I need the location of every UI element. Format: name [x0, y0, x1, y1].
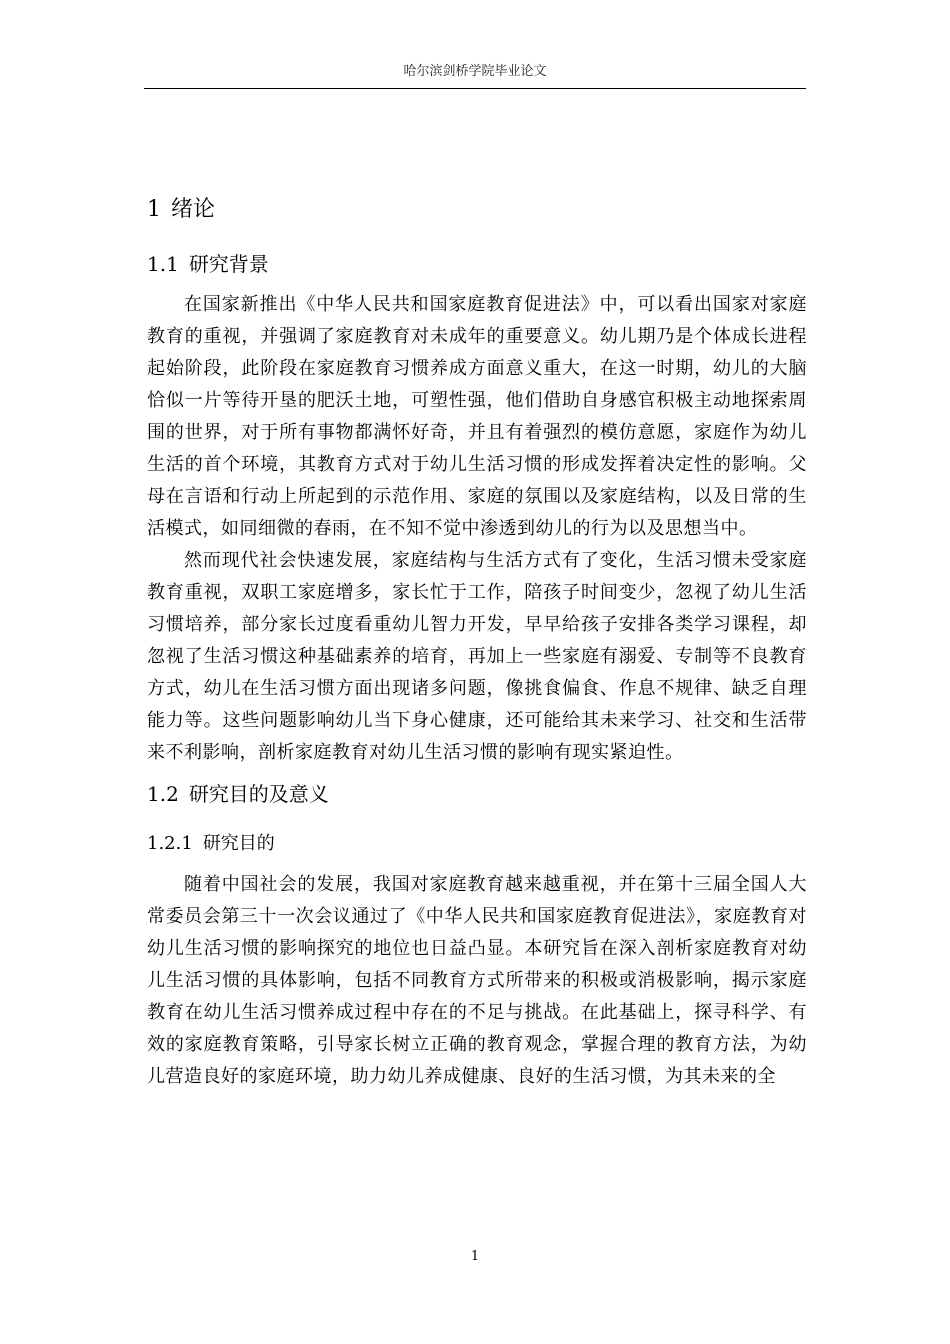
chapter-title: 绪论 — [171, 197, 216, 222]
section-number: 1.2 — [147, 782, 179, 806]
page-number: 1 — [470, 1249, 480, 1264]
chapter-heading — [147, 184, 807, 236]
section-number: 1.1 — [147, 252, 179, 276]
section-heading-1-1 — [147, 239, 807, 289]
subsection-heading-1-2-1 — [147, 819, 807, 869]
paragraph: 在国家新推出《中华人民共和国家庭教育促进法》中，可以看出国家对家庭 教育的重视，并强调了家庭教育对未成年的重要意义。幼儿期乃是个体成长进程 起始阶段，此阶段在家庭教育习惯养成方面意义重大，在这一时期，幼儿的大脑 恰似一片等待开垦的肥沃土地，可塑性强，他们借助自身感官积极主动地探索周 围的世界，对于所有事物都满怀好奇，并且有着强烈的模仿意愿，家庭作为幼儿 生活的首个环境，其教育方式对于幼儿生活习惯的形成发挥着决定性的影响。父 母在言语和行动上所起到的示范作用、家庭的氛围以及家庭结构，以及日常的生 活模式，如同细微的春雨，在不知不觉中渗透到幼儿的行为以及思想当中。 — [147, 294, 807, 539]
section-heading-1-2 — [147, 769, 807, 819]
chapter-number: 1 — [147, 197, 161, 222]
section-title: 研究背景 — [188, 252, 269, 276]
paragraph: 随着中国社会的发展，我国对家庭教育越来越重视，并在第十三届全国人大常委员会第三十一次会议通过了《中华人民共和国家庭教育促进法》，家庭教育对幼儿生活习惯的影响探究的地位也日益凸显。本研究旨在深入剖析家庭教育对幼儿生活习惯的具体影响，包括不同教育方式所带来的积极或消极影响，揭示家庭教育在幼儿生活习惯养成过程中存在的不足与挑战。在此基础上，探寻科学、有效的家庭教育策略，引导家长树立正确的教育观念，掌握合理的教育方法，为幼儿营造良好的家庭环境，助力幼儿养成健康、良好的生活习惯，为其未来的全 — [147, 874, 807, 1087]
document-body — [147, 184, 807, 1093]
subsection-title: 研究目的 — [202, 833, 275, 854]
page-header: 哈尔滨剑桥学院毕业论文 — [403, 64, 547, 79]
header-rule — [144, 88, 806, 89]
section-title: 研究目的及意义 — [188, 782, 329, 806]
paragraph: 然而现代社会快速发展，家庭结构与生活方式有了变化，生活习惯未受家庭 教育重视，双职工家庭增多，家长忙于工作，陪孩子时间变少，忽视了幼儿生活 习惯培养，部分家长过度看重幼儿智力开发，早早给孩子安排各类学习课程，却 忽视了生活习惯这种基础素养的培育，再加上一些家庭有溺爱、专制等不良教育 方式，幼儿在生活习惯方面出现诸多问题，像挑食偏食、作息不规律、缺乏自理 能力等。这些问题影响幼儿当下身心健康，还可能给其未来学习、社交和生活带 来不利影响，剖析家庭教育对幼儿生活习惯的影响有现实紧迫性。 — [147, 550, 807, 763]
subsection-number: 1.2.1 — [147, 833, 193, 854]
